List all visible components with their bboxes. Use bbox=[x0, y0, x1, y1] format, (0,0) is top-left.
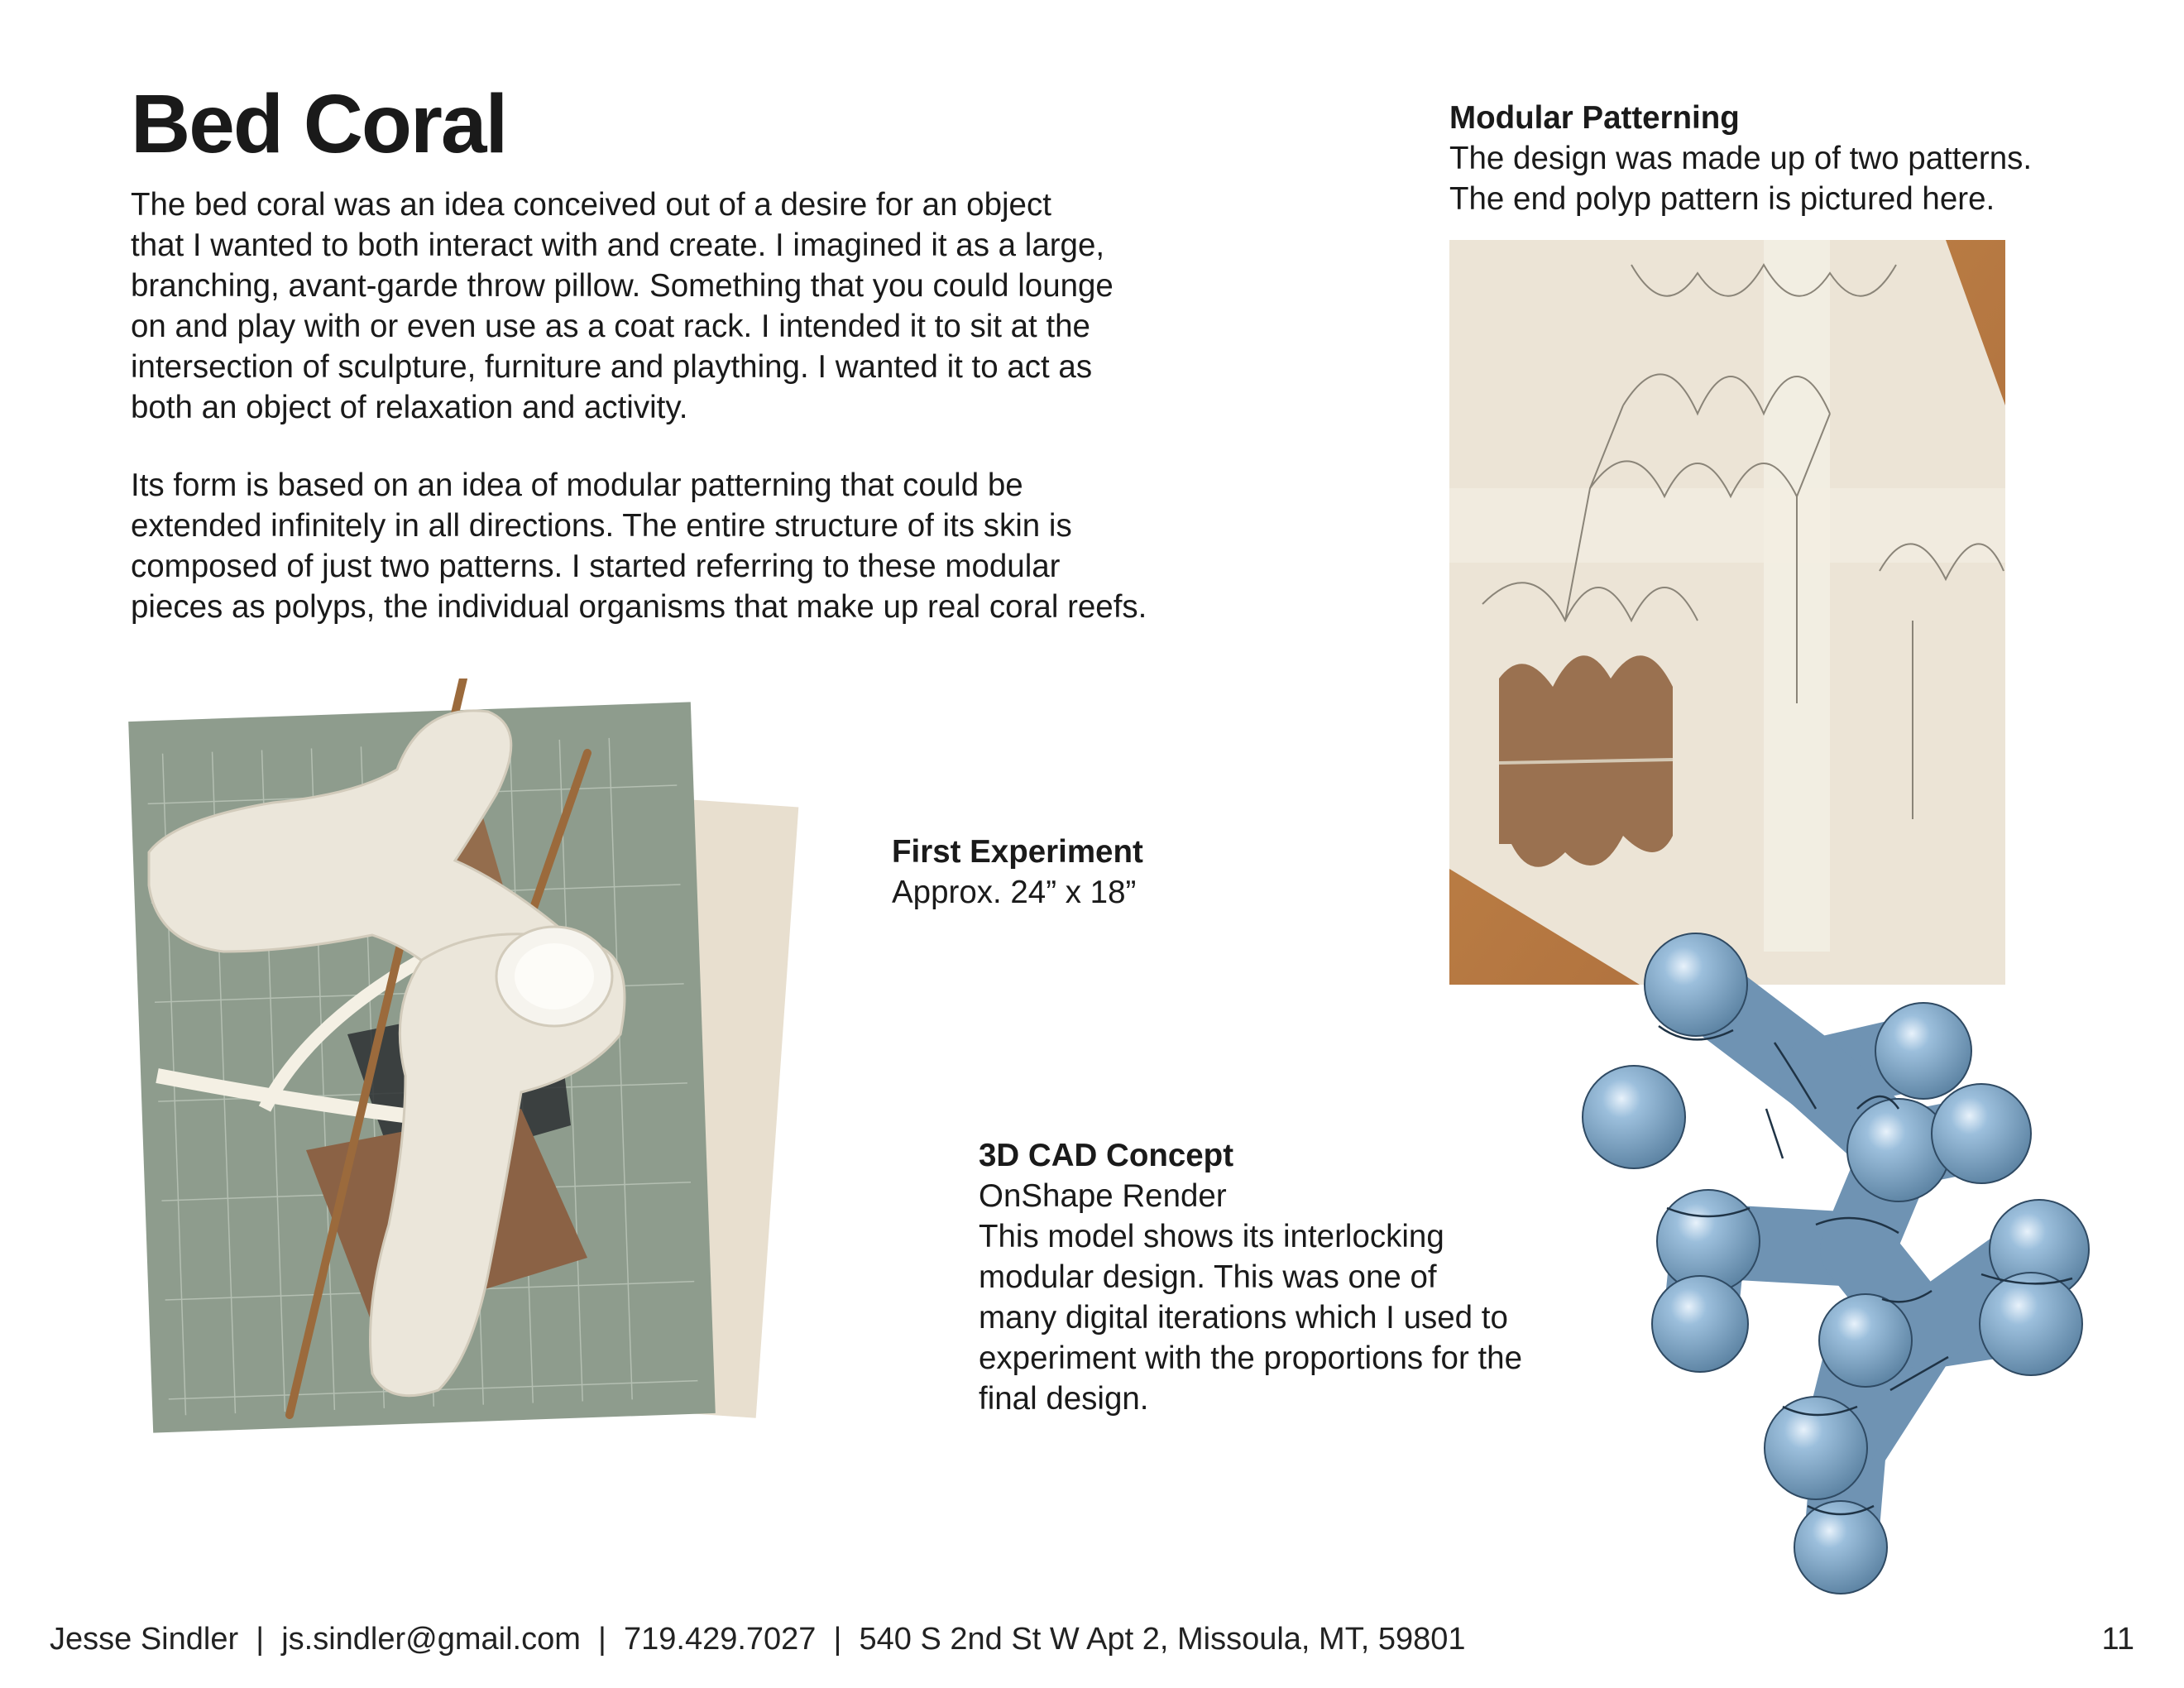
text-line: intersection of sculpture, furniture and plaything. I wanted it to act as bbox=[131, 349, 1093, 385]
caption-heading: Modular Patterning bbox=[1449, 100, 1740, 136]
text-line: Its form is based on an idea of modular patterning that could be bbox=[131, 468, 1023, 503]
cad-render-image bbox=[1568, 861, 2147, 1605]
page-number: 11 bbox=[2101, 1622, 2134, 1657]
form-paragraph bbox=[131, 465, 1206, 627]
text-line: pieces as polyps, the individual organisms that make up real coral reefs. bbox=[131, 589, 1147, 625]
text-line: that I wanted to both interact with and create. I imagined it as a large, bbox=[131, 228, 1105, 263]
caption-line: experiment with the proportions for the bbox=[979, 1340, 1522, 1376]
intro-paragraph bbox=[131, 185, 1206, 428]
text-line: extended infinitely in all directions. The entire structure of its skin is bbox=[131, 508, 1072, 544]
tape-strip bbox=[1449, 488, 2005, 563]
text-line: branching, avant-garde throw pillow. Something that you could lounge bbox=[131, 268, 1114, 304]
first-experiment-photo bbox=[124, 679, 852, 1489]
text-line: The bed coral was an idea conceived out of a desire for an object bbox=[131, 187, 1051, 223]
cad-concept-caption bbox=[979, 1135, 1574, 1419]
text-line: composed of just two patterns. I started referring to these modular bbox=[131, 549, 1061, 584]
stuffing bbox=[515, 943, 594, 1009]
caption-line: The design was made up of two patterns. bbox=[1449, 141, 2033, 176]
contact-footer: Jesse Sindler | js.sindler@gmail.com | 719.429.7027 | 540 S 2nd St W Apt 2, Missoula, MT, 59801 bbox=[50, 1622, 1466, 1657]
caption-line: The end polyp pattern is pictured here. bbox=[1449, 181, 1995, 217]
caption-heading: 3D CAD Concept bbox=[979, 1138, 1234, 1173]
text-line: on and play with or even use as a coat rack. I intended it to sit at the bbox=[131, 309, 1090, 344]
text-line: both an object of relaxation and activity. bbox=[131, 390, 688, 425]
first-experiment-caption bbox=[892, 832, 1305, 913]
caption-line: OnShape Render bbox=[979, 1178, 1227, 1214]
caption-line: Approx. 24” x 18” bbox=[892, 875, 1137, 910]
modular-patterning-caption bbox=[1449, 98, 2161, 219]
caption-line: many digital iterations which I used to bbox=[979, 1300, 1508, 1336]
page-title: Bed Coral bbox=[131, 78, 507, 170]
caption-heading: First Experiment bbox=[892, 834, 1143, 870]
caption-line: final design. bbox=[979, 1381, 1149, 1417]
caption-line: This model shows its interlocking bbox=[979, 1219, 1444, 1254]
caption-line: modular design. This was one of bbox=[979, 1259, 1437, 1295]
